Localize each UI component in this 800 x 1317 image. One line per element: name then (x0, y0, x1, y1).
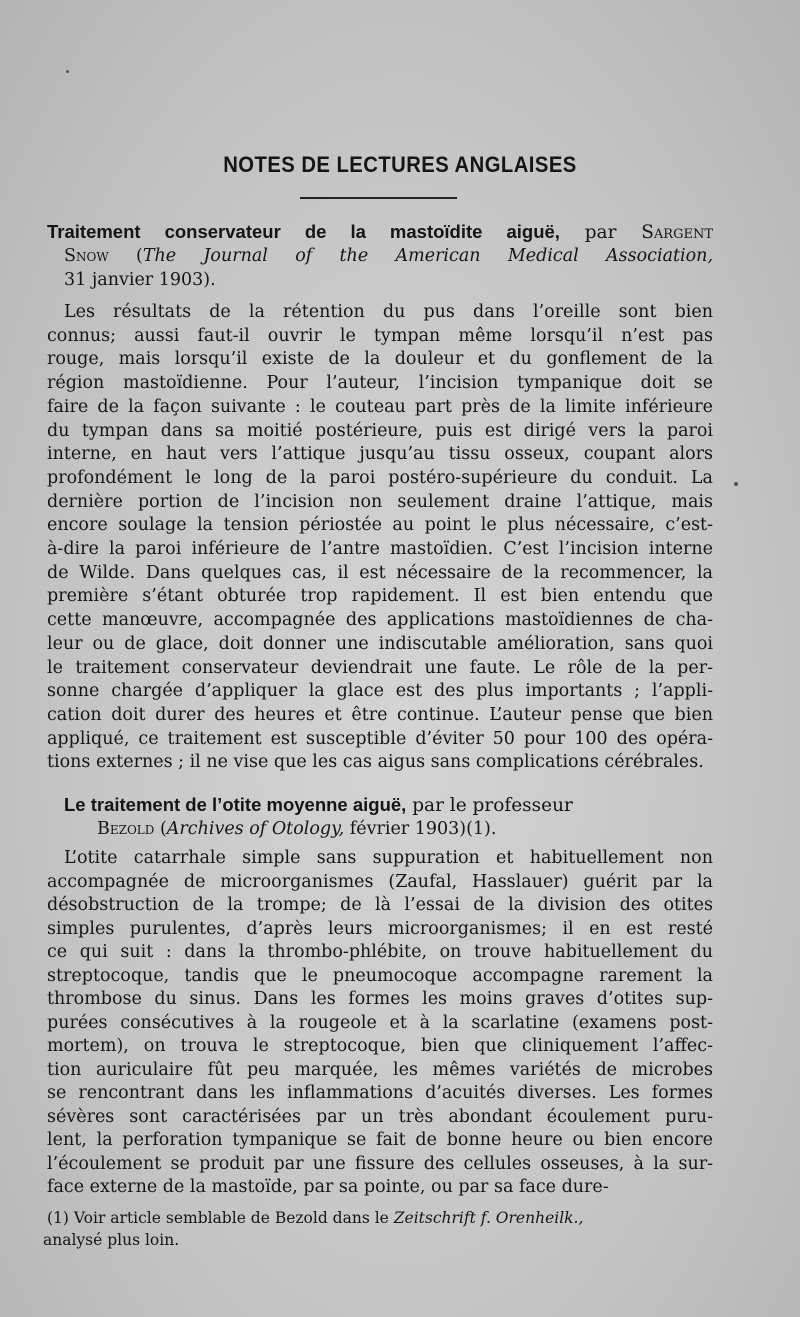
text-line: connus; aussi faut-il ouvrir le tympan même lorsqu’il n’est pas (47, 325, 713, 346)
article2-title: Le traitement de l’otite moyenne aiguë, (64, 794, 407, 815)
text-line: ce qui suit : dans la thrombo-phlébite, on trouve habituellement du (47, 942, 713, 962)
text-line: faire de la façon suivante : le couteau part près de la limite inférieure (47, 396, 713, 417)
article1-author-last: Snow (64, 246, 109, 266)
heading-rule (300, 197, 457, 199)
text-line: à-dire la paroi inférieure de l’antre mastoïdien. C’est l’incision interne (47, 539, 713, 559)
article2-journal: Archives of Otology, (166, 819, 345, 839)
text-line: tions externes ; il ne vise que les cas aigus sans complications cérébrales. (47, 752, 704, 773)
article1-author-first: Sargent (641, 222, 713, 243)
text-line: streptocoque, tandis que le pneumocoque accompagne rarement la (47, 965, 713, 986)
text-line: du tympan dans sa moitié postérieure, puis est dirigé vers la paroi (47, 420, 713, 441)
article2-author: Bezold (97, 819, 155, 839)
article2-date: février 1903)(1). (344, 819, 497, 839)
text-line: leur ou de glace, doit donner une indiscutable amélioration, sans quoi (47, 633, 713, 654)
footnote-marker: (1) (47, 1209, 69, 1227)
article1-title-line2: Snow (The Journal of the American Medical Association, (64, 246, 714, 266)
text-line: désobstruction de la trompe; de là l’essai de la division des otites (47, 895, 713, 915)
text-line: sonne chargée d’appliquer la glace est des plus importants ; l’appli- (47, 681, 713, 702)
article1-title-line1: Traitement conservateur de la mastoïdite aiguë, par Sargent (47, 221, 713, 243)
article1-date: 31 janvier 1903). (64, 270, 216, 290)
text-line: le traitement conservateur deviendrait une faute. Le rôle de la per- (47, 657, 713, 678)
text-line: Les résultats de la rétention du pus dans l’oreille sont bien (64, 302, 713, 322)
margin-dot (734, 482, 738, 486)
footnote-line1: (1) Voir article semblable de Bezold dans le Zeitschrift f. Orenheilk., (47, 1209, 584, 1227)
text-line: profondément le long de la paroi postéro-supérieure du conduit. La (47, 467, 713, 488)
article2-title-line1: Le traitement de l’otite moyenne aiguë, par le professeur (64, 794, 573, 816)
text-line: de Wilde. Dans quelques cas, il est nécessaire de la recommencer, la (47, 562, 713, 583)
text-line: l’écoulement se produit par une fissure des cellules osseuses, à la sur- (47, 1153, 713, 1174)
text-line: cation doit durer des heures et être continue. L’auteur pense que bien (47, 704, 713, 725)
text-line: région mastoïdienne. Pour l’auteur, l’incision tympanique doit se (47, 373, 713, 394)
footnote-line2: analysé plus loin. (43, 1231, 180, 1249)
page-heading: NOTES DE LECTURES ANGLAISES (223, 152, 577, 177)
footnote-journal: Zeitschrift f. Orenheilk., (393, 1209, 584, 1227)
text-line: appliqué, ce traitement est susceptible d’éviter 50 pour 100 des opéra- (47, 728, 713, 749)
text-line: rouge, mais lorsqu’il existe de la douleur et du gonflement de la (47, 349, 713, 370)
text-line: dernière portion de l’incision non seulement draine l’attique, mais (47, 491, 713, 512)
text-line: se rencontrant dans les inflammations d’acuités diverses. Les formes (47, 1083, 713, 1103)
text-line: accompagnée de microorganismes (Zaufal, Hasslauer) guérit par la (47, 871, 713, 892)
text-line: lent, la perforation tympanique se fait de bonne heure ou bien encore (47, 1130, 713, 1150)
text-line: thrombose du sinus. Dans les formes les moins graves d’otites sup- (47, 989, 713, 1009)
text-line: face externe de la mastoïde, par sa pointe, ou par sa face dure- (47, 1177, 609, 1197)
article1-title: Traitement conservateur de la mastoïdite aiguë, (47, 221, 560, 242)
article1-journal: The Journal of the American Medical Association, (142, 246, 714, 266)
text-line: encore soulage la tension périostée au point le plus nécessaire, c’est- (47, 515, 713, 536)
text-line: première s’étant obturée trop rapidement. Il est bien entendu que (47, 586, 713, 607)
article2-title-line2: Bezold (Archives of Otology, février 1903)(1). (97, 819, 497, 839)
text-line: L’otite catarrhale simple sans suppuration et habituellement non (64, 848, 713, 868)
text-line: simples purulentes, d’après leurs microorganismes; il en est resté (47, 918, 713, 939)
text-line: cette manœuvre, accompagnée des applications mastoïdiennes de cha- (47, 610, 713, 631)
text-line: tion auriculaire fût peu marquée, les mêmes variétés de microbes (47, 1059, 713, 1080)
text-line: sévères sont caractérisées par un très abondant écoulement puru- (47, 1106, 713, 1127)
text-line: interne, en haut vers l’attique jusqu’au tissu osseux, coupant alors (47, 444, 713, 465)
margin-speck (66, 70, 69, 73)
text-line: mortem), on trouva le streptocoque, bien que cliniquement l’affec- (47, 1036, 713, 1056)
text-line: purées consécutives à la rougeole et à la scarlatine (examens post- (47, 1012, 713, 1033)
